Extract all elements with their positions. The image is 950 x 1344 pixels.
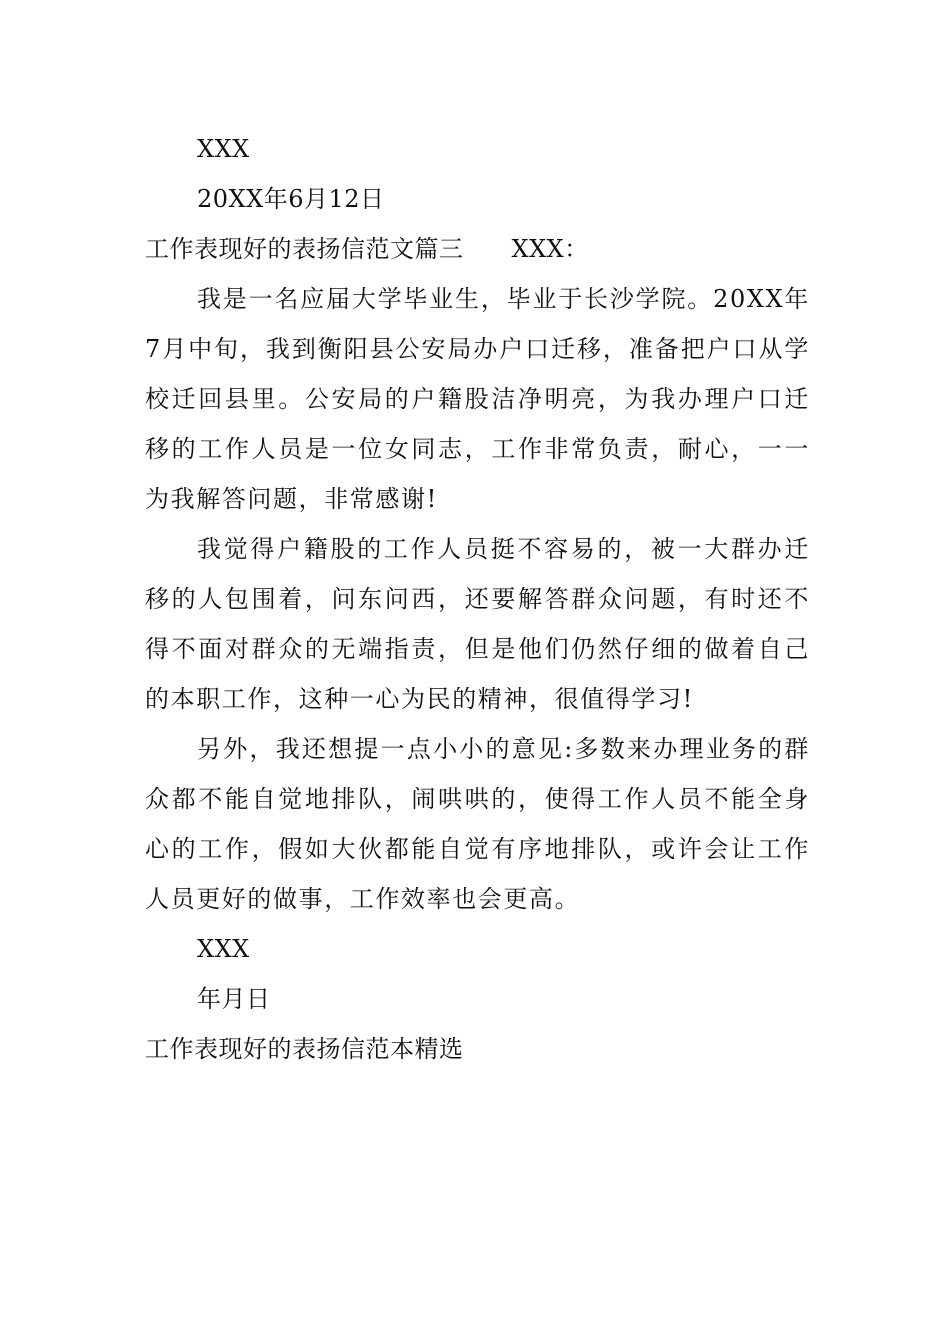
salutation: XXX： (511, 235, 589, 263)
footer-title: 工作表现好的表扬信范本精选 (145, 1035, 464, 1063)
closing-signature-date: 年月日 (197, 985, 271, 1013)
signature-date: 20XX年6月12日 (197, 185, 385, 213)
body-paragraph-3: 另外，我还想提一点小小的意见:多数来办理业务的群众都不能自觉地排队，闹哄哄的，使得工作人员不能全身心的工作，假如大伙都能自觉有序地排队，或许会让工作人员更好的做事，工作效率也会更高。 (145, 735, 810, 913)
body-paragraph-1: 我是一名应届大学毕业生，毕业于长沙学院。20XX年7月中旬，我到衡阳县公安局办户口迁移，准备把户口从学校迁回县里。公安局的户籍股洁净明亮，为我办理户口迁移的工作人员是一位女同志，工作非常负责，耐心，一一为我解答问题，非常感谢! (145, 285, 810, 513)
body-paragraph-2: 我觉得户籍股的工作人员挺不容易的，被一大群办迁移的人包围着，问东问西，还要解答群众问题，有时还不得不面对群众的无端指责，但是他们仍然仔细的做着自己的本职工作，这种一心为民的精神，很值得学习! (145, 535, 810, 713)
document-body (145, 124, 810, 1074)
section-heading: 工作表现好的表扬信范文篇三 (145, 235, 464, 263)
section-heading-line (145, 224, 810, 274)
signature-name: XXX (197, 135, 250, 163)
closing-signature-name: XXX (197, 935, 250, 963)
